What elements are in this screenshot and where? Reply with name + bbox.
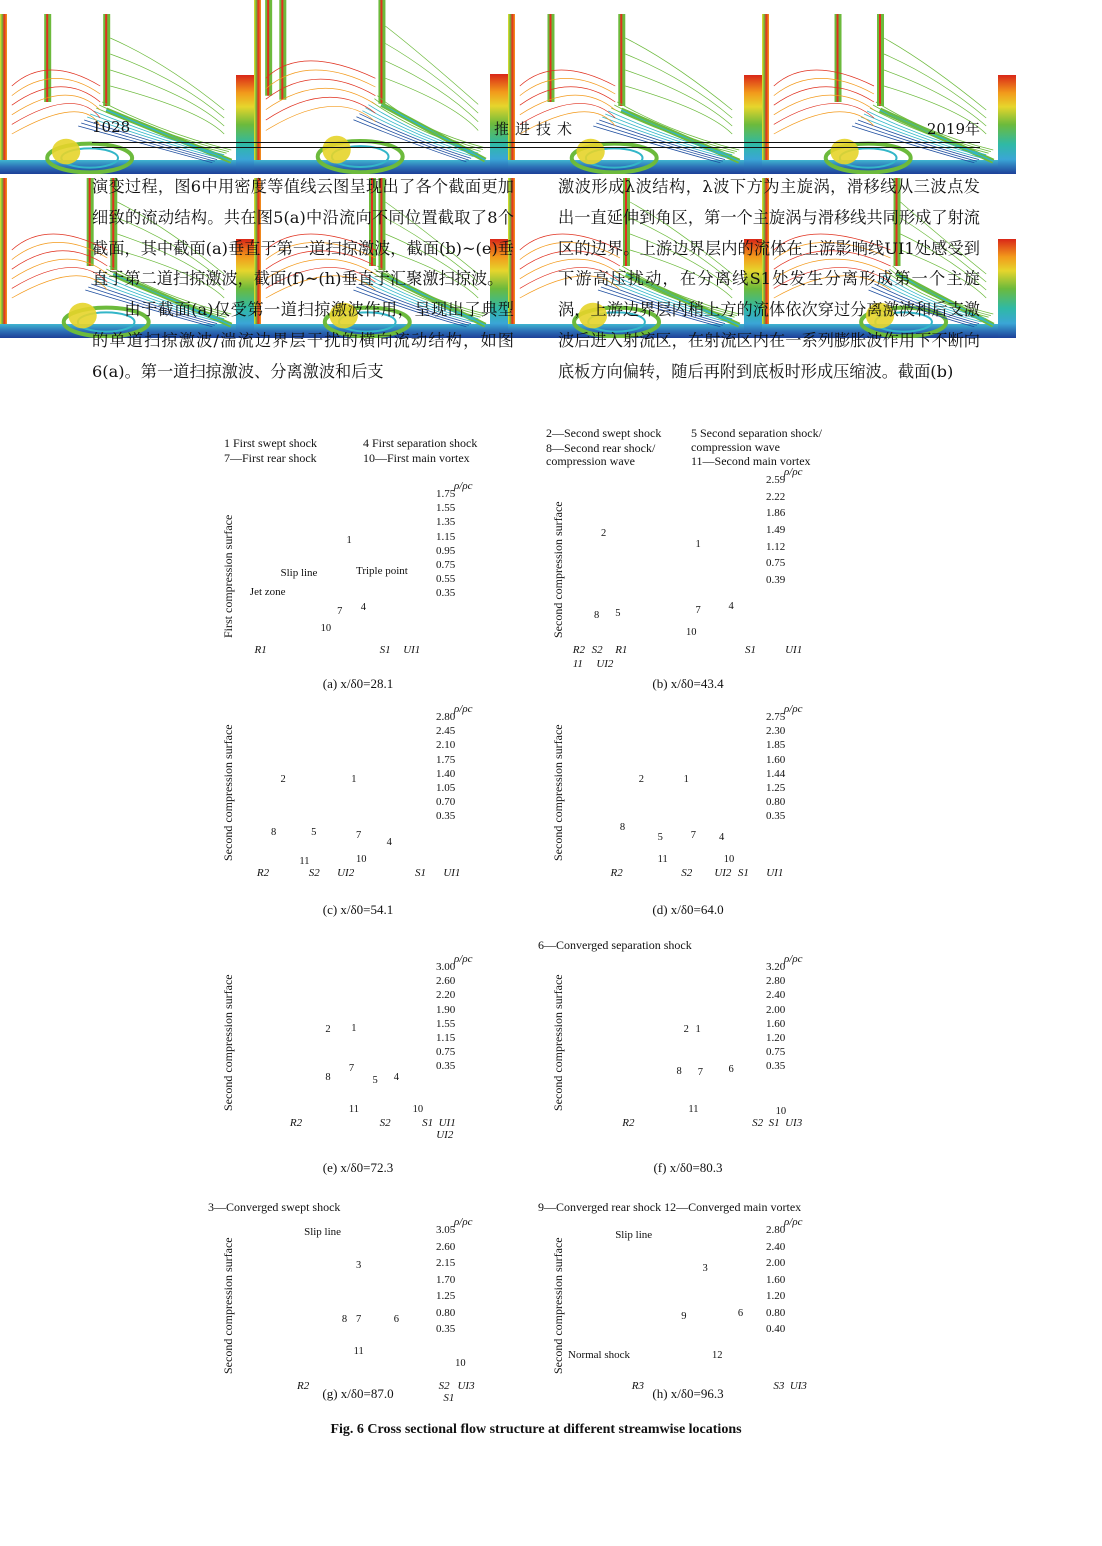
- page-number: 1028: [92, 118, 131, 136]
- y-axis-label: Second compression surface: [221, 1237, 235, 1374]
- colorbar-tick-label: 2.60: [436, 975, 456, 988]
- bottom-axis-label: UI1: [403, 644, 421, 656]
- colorbar-tick-label: 2.20: [436, 989, 456, 1002]
- colorbar-tick-label: 1.20: [766, 1031, 786, 1044]
- region-marker: 7: [695, 604, 701, 616]
- legend-text: 8—Second rear shock/: [546, 441, 656, 455]
- annotation-label: Slip line: [615, 1229, 653, 1242]
- contour-plot-a: [0, 14, 236, 174]
- colorbar-tick-label: 1.60: [766, 1017, 786, 1030]
- bottom-axis-label: S1: [415, 867, 426, 879]
- panel-caption: (b) x/δ0=43.4: [652, 676, 724, 691]
- region-marker: 5: [657, 831, 663, 843]
- bottom-axis-label: UI2: [436, 1129, 454, 1141]
- colorbar-tick-label: 0.35: [766, 810, 786, 823]
- panel-caption: (d) x/δ0=64.0: [652, 902, 724, 917]
- colorbar-tick-label: 2.45: [436, 725, 456, 738]
- bottom-axis-label: UI3: [785, 1117, 803, 1129]
- colorbar-tick-label: 1.35: [436, 516, 456, 529]
- panel-caption: (h) x/δ0=96.3: [652, 1386, 724, 1401]
- header-rule: [92, 142, 980, 143]
- colorbar-tick-label: 2.00: [766, 1003, 786, 1016]
- region-marker: 3: [356, 1260, 362, 1271]
- panel-caption: (g) x/δ0=87.0: [322, 1386, 394, 1401]
- region-marker: 6: [737, 1308, 744, 1319]
- region-marker: 11: [657, 854, 668, 866]
- region-marker: 10: [686, 627, 697, 639]
- colorbar-tick-label: 2.80: [766, 975, 786, 988]
- bottom-axis-label: R2: [572, 644, 585, 656]
- bottom-axis-label: S1: [768, 1117, 780, 1129]
- colorbar-tick-label: 1.40: [436, 767, 456, 780]
- region-marker: 5: [311, 827, 317, 838]
- region-marker: 7: [697, 1067, 704, 1079]
- region-marker: 9: [681, 1311, 687, 1323]
- colorbar-tick-label: 2.60: [436, 1240, 456, 1253]
- colorbar-tick-label: 0.80: [436, 1306, 456, 1319]
- colorbar-tick-label: 2.80: [766, 1224, 786, 1236]
- legend-text: 5 Second separation shock/: [691, 426, 822, 440]
- legend-text: 10—First main vortex: [363, 451, 470, 465]
- region-marker: 2: [601, 528, 607, 540]
- bottom-axis-label: UI1: [766, 867, 784, 879]
- bottom-axis-label: UI1: [438, 1117, 456, 1129]
- legend-text: compression wave: [546, 454, 635, 468]
- colorbar-tick-label: 0.40: [766, 1323, 786, 1336]
- colorbar-title: ρ/ρc: [454, 953, 473, 965]
- colorbar-tick-label: 0.95: [436, 544, 456, 557]
- legend-text: 11—Second main vortex: [691, 454, 811, 468]
- page-header: [92, 118, 980, 142]
- colorbar-tick-label: 2.40: [766, 1240, 786, 1253]
- colorbar-tick-label: 1.55: [436, 502, 456, 515]
- y-axis-label: Second compression surface: [551, 724, 565, 861]
- colorbar-title: ρ/ρc: [454, 1216, 473, 1228]
- legend-text: 9—Converged rear shock 12—Converged main vortex: [538, 1200, 802, 1214]
- region-marker: 2: [325, 1024, 331, 1036]
- region-marker: 8: [676, 1065, 682, 1077]
- y-axis-label: Second compression surface: [551, 501, 565, 638]
- colorbar-tick-label: 0.35: [436, 1323, 456, 1336]
- legend-text: 4 First separation shock: [363, 436, 478, 450]
- region-marker: 4: [393, 1072, 399, 1084]
- colorbar-tick-label: 2.15: [436, 1257, 456, 1270]
- region-marker: 1: [346, 535, 352, 547]
- bottom-axis-label: R2: [289, 1117, 303, 1129]
- colorbar-tick-label: 0.75: [766, 1046, 786, 1059]
- bottom-axis-label: R2: [256, 867, 270, 879]
- bottom-axis-label: S1: [379, 644, 391, 656]
- region-marker: 10: [320, 623, 332, 635]
- colorbar-title: ρ/ρc: [784, 1216, 803, 1228]
- legend-text: 3—Converged swept shock: [208, 1200, 341, 1214]
- colorbar-tick-label: 0.75: [436, 1046, 456, 1059]
- region-marker: 10: [455, 1357, 466, 1369]
- region-marker: 4: [360, 602, 366, 614]
- region-marker: 6: [393, 1314, 399, 1326]
- colorbar-tick-label: 0.75: [766, 557, 786, 570]
- colorbar-title: ρ/ρc: [784, 703, 803, 715]
- paragraph: 激波形成λ波结构，λ波下方为主旋涡，滑移线从三波点发出一直延伸到角区，第一个主旋涡与滑移线共同形成了射流区的边界。上游边界层内的流体在上游影响线UI1处感受到下游高压扰动，在分离线S1处发生分离形成第一个主旋涡，上游边界层内稍上方的流体依次穿过分离激波和后支激波后进入射流区，在射流区内在一系列膨胀波作用下不断向底板方向偏转，随后再附到底板时形成压缩波。截面(b): [558, 177, 980, 381]
- colorbar-tick-label: 0.35: [436, 587, 456, 600]
- region-marker: 1: [351, 1022, 357, 1034]
- paragraph: 演变过程，图6中用密度等值线云图呈现出了各个截面更加细致的流动结构。共在图5(a)中沿流向不同位置截取了8个截面，其中截面(a)垂直于第一道扫掠激波，截面(b)~(e)垂直于第二道扫掠激波，截面(f)~(h)垂直于汇聚激扫掠波。: [92, 177, 514, 289]
- colorbar-tick-label: 1.20: [766, 1290, 786, 1303]
- region-marker: 11: [353, 1346, 364, 1358]
- colorbar-tick-label: 1.55: [436, 1017, 456, 1030]
- bottom-axis-label: S2: [308, 867, 320, 879]
- region-marker: 5: [615, 608, 621, 620]
- annotation-label: Slip line: [280, 566, 318, 579]
- region-marker: 8: [593, 609, 600, 621]
- annotation-label: Jet zone: [249, 586, 286, 598]
- colorbar-title: ρ/ρc: [784, 953, 803, 965]
- figure-caption: Fig. 6 Cross sectional flow structure at different streamwise locations: [330, 1422, 742, 1437]
- region-marker: 6: [728, 1064, 734, 1076]
- region-marker: 2: [280, 774, 286, 786]
- y-axis-label: Second compression surface: [551, 1237, 565, 1374]
- y-axis-label: Second compression surface: [551, 974, 565, 1111]
- bottom-axis-label: S1: [737, 867, 749, 879]
- region-marker: 2: [683, 1024, 689, 1036]
- colorbar-tick-label: 2.22: [766, 490, 786, 503]
- journal-title: 推进技术: [493, 120, 578, 138]
- bottom-axis-label: S2: [752, 1117, 764, 1129]
- colorbar-title: ρ/ρc: [454, 480, 473, 492]
- bottom-axis-label: UI3: [789, 1380, 807, 1392]
- y-axis-label: First compression surface: [221, 514, 235, 638]
- bottom-axis-label: UI2: [714, 867, 732, 879]
- colorbar-tick-label: 0.70: [436, 796, 456, 809]
- colorbar-tick-label: 0.55: [436, 573, 456, 586]
- region-marker: 12: [711, 1349, 723, 1361]
- bottom-axis-label: UI1: [443, 867, 461, 879]
- bottom-axis-label: R2: [610, 867, 623, 879]
- colorbar-tick-label: 2.30: [766, 725, 786, 738]
- region-marker: 10: [356, 854, 367, 866]
- colorbar-tick-label: 3.00: [436, 961, 456, 973]
- colorbar-tick-label: 1.49: [766, 524, 786, 536]
- bottom-axis-label: S1: [443, 1392, 455, 1404]
- region-marker: 8: [619, 822, 626, 834]
- right-column: [558, 172, 980, 388]
- bottom-axis-label: UI2: [596, 658, 614, 670]
- panel-caption: (f) x/δ0=80.3: [653, 1160, 723, 1175]
- colorbar-tick-label: 0.80: [766, 796, 786, 809]
- region-marker: 8: [325, 1072, 331, 1084]
- bottom-axis-label: UI1: [785, 644, 803, 656]
- region-marker: 10: [412, 1104, 424, 1116]
- colorbar-tick-label: 1.75: [436, 488, 456, 500]
- panel-caption: (e) x/δ0=72.3: [322, 1160, 394, 1175]
- bottom-axis-label: S2: [591, 644, 603, 656]
- legend-text: 6—Converged separation shock: [538, 938, 692, 952]
- region-marker: 7: [348, 1062, 355, 1074]
- region-marker: 1: [695, 1024, 701, 1036]
- colorbar-title: ρ/ρc: [784, 466, 803, 478]
- colorbar-tick-label: 1.25: [436, 1290, 456, 1303]
- colorbar-tick-label: 1.70: [436, 1273, 456, 1286]
- region-marker: 7: [337, 605, 343, 617]
- bottom-axis-label: S1: [745, 644, 756, 656]
- bottom-axis-label: R2: [297, 1380, 310, 1392]
- colorbar-tick-label: 2.40: [766, 989, 786, 1002]
- region-marker: 5: [372, 1075, 378, 1087]
- colorbar-tick-label: 3.05: [436, 1224, 456, 1236]
- colorbar-tick-label: 1.60: [766, 753, 786, 766]
- region-marker: 8: [341, 1314, 348, 1326]
- colorbar-tick-label: 1.44: [766, 767, 786, 780]
- bottom-axis-label: R2: [622, 1117, 635, 1129]
- colorbar-tick-label: 1.86: [766, 507, 786, 520]
- region-marker: 2: [638, 774, 645, 786]
- bottom-axis-label: S2: [438, 1380, 450, 1392]
- colorbar-tick-label: 0.35: [436, 1060, 456, 1073]
- panel-caption: (c) x/δ0=54.1: [322, 902, 394, 917]
- annotation-label: Slip line: [304, 1226, 342, 1238]
- colorbar-tick-label: 1.75: [436, 753, 456, 766]
- contour-plot-c: [508, 14, 744, 174]
- bottom-axis-label: S2: [681, 867, 693, 879]
- legend-text: 1 First swept shock: [224, 436, 317, 450]
- bottom-axis-label: UI3: [457, 1380, 475, 1392]
- colorbar: [998, 75, 1016, 174]
- colorbar-tick-label: 1.15: [436, 530, 456, 543]
- region-marker: 4: [728, 601, 734, 613]
- region-marker: 1: [695, 538, 701, 550]
- colorbar-title: ρ/ρc: [454, 703, 473, 715]
- colorbar-tick-label: 1.15: [436, 1031, 456, 1044]
- colorbar-tick-label: 0.35: [436, 810, 456, 823]
- bottom-axis-label: S2: [379, 1117, 391, 1129]
- bottom-axis-label: S3: [773, 1380, 785, 1392]
- colorbar-tick-label: 2.59: [766, 474, 786, 486]
- region-marker: 10: [775, 1105, 787, 1117]
- region-marker: 11: [348, 1104, 360, 1116]
- colorbar-tick-label: 1.12: [766, 540, 786, 553]
- colorbar-tick-label: 1.90: [436, 1003, 456, 1016]
- region-marker: 7: [356, 830, 362, 842]
- colorbar-tick-label: 1.85: [766, 739, 786, 752]
- colorbar-tick-label: 1.05: [436, 781, 456, 794]
- legend-text: 7—First rear shock: [224, 451, 317, 465]
- colorbar-tick-label: 0.80: [766, 1306, 786, 1319]
- region-marker: 11: [299, 855, 310, 867]
- colorbar-tick-label: 0.39: [766, 574, 786, 586]
- panel-caption: (a) x/δ0=28.1: [322, 676, 394, 691]
- bottom-axis-label: R1: [254, 644, 267, 656]
- region-marker: 7: [690, 830, 696, 842]
- colorbar-tick-label: 1.60: [766, 1273, 786, 1286]
- region-marker: 4: [719, 831, 725, 843]
- region-marker: 4: [386, 836, 392, 848]
- region-marker: 1: [683, 774, 689, 786]
- colorbar-tick-label: 3.20: [766, 961, 786, 973]
- left-column: [92, 172, 514, 388]
- region-marker: 3: [702, 1263, 708, 1275]
- annotation-label: Triple point: [356, 565, 408, 578]
- header-rule-thin: [92, 147, 980, 148]
- region-marker: 7: [356, 1314, 362, 1326]
- bottom-axis-label: UI2: [337, 867, 355, 879]
- y-axis-label: Second compression surface: [221, 724, 235, 861]
- region-marker: 8: [271, 827, 277, 838]
- region-marker: 10: [723, 854, 735, 866]
- colorbar-tick-label: 2.00: [766, 1257, 786, 1270]
- bottom-axis-label: R1: [615, 644, 628, 656]
- bottom-axis-label: S1: [422, 1117, 434, 1129]
- region-marker: 1: [351, 774, 357, 786]
- legend-text: 2—Second swept shock: [546, 426, 662, 440]
- contour-plot-d: [762, 14, 998, 174]
- paragraph: 由于截面(a)仅受第一道扫掠激波作用，呈现出了典型的单道扫掠激波/湍流边界层干扰的横向流动结构，如图6(a)。第一道扫掠激波、分离激波和后支: [92, 300, 514, 381]
- legend-text: compression wave: [691, 440, 780, 454]
- colorbar: [998, 239, 1016, 338]
- bottom-axis-label: R3: [631, 1380, 644, 1392]
- year: 2019年: [926, 120, 980, 138]
- colorbar-tick-label: 2.80: [436, 711, 456, 723]
- annotation-label: Normal shock: [568, 1349, 631, 1362]
- colorbar-tick-label: 0.35: [766, 1060, 786, 1073]
- region-marker: 11: [688, 1104, 699, 1116]
- bottom-axis-label: 11: [572, 658, 583, 670]
- colorbar-tick-label: 1.25: [766, 781, 786, 794]
- colorbar-tick-label: 2.75: [766, 711, 786, 723]
- colorbar-tick-label: 2.10: [436, 739, 456, 752]
- y-axis-label: Second compression surface: [221, 974, 235, 1111]
- colorbar-tick-label: 0.75: [436, 558, 456, 571]
